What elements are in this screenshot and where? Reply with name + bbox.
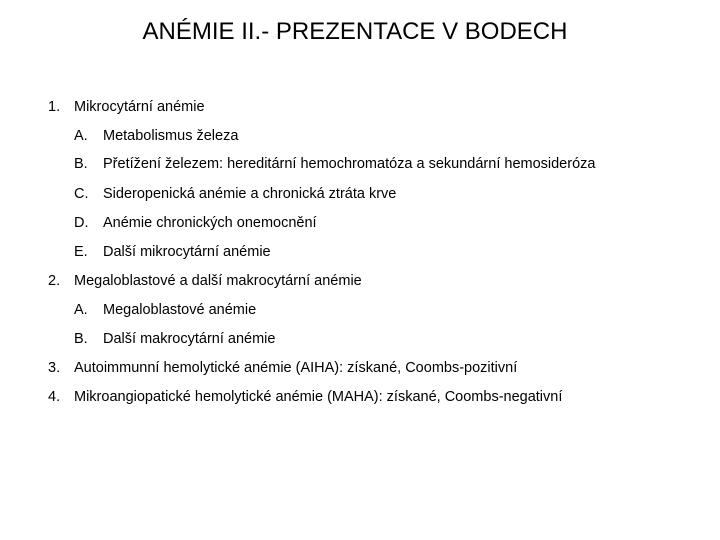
subitem-letter: B. bbox=[74, 331, 88, 347]
item-number: 3. bbox=[48, 360, 61, 376]
subitem-letter: D. bbox=[74, 215, 89, 231]
subitem-text: Anémie chronických onemocnění bbox=[103, 215, 317, 231]
item-text: Mikrocytární anémie bbox=[74, 99, 205, 115]
item-text: Mikroangiopatické hemolytické anémie (MAHA): získané, Coombs-negativní bbox=[74, 389, 563, 405]
subitem-text: Další mikrocytární anémie bbox=[103, 244, 271, 260]
item-number: 1. bbox=[48, 99, 61, 115]
subitem-letter: C. bbox=[74, 186, 89, 202]
item-number: 4. bbox=[48, 389, 61, 405]
subitem-letter: A. bbox=[74, 302, 88, 318]
subitem-text: Další makrocytární anémie bbox=[103, 331, 276, 347]
slide-title: ANÉMIE II.- PREZENTACE V BODECH bbox=[142, 18, 568, 45]
subitem-letter: A. bbox=[74, 128, 88, 144]
item-text: Autoimmunní hemolytické anémie (AIHA): získané, Coombs-pozitivní bbox=[74, 360, 518, 376]
subitem-text: Metabolismus železa bbox=[103, 128, 239, 144]
item-number: 2. bbox=[48, 273, 61, 289]
item-text: Megaloblastové a další makrocytární anémie bbox=[74, 273, 362, 289]
subitem-letter: B. bbox=[74, 156, 88, 172]
subitem-text: Přetížení železem: hereditární hemochromatóza a sekundární hemosideróza bbox=[103, 156, 596, 172]
subitem-letter: E. bbox=[74, 244, 88, 260]
subitem-text: Megaloblastové anémie bbox=[103, 302, 257, 318]
subitem-text: Sideropenická anémie a chronická ztráta krve bbox=[103, 186, 397, 202]
